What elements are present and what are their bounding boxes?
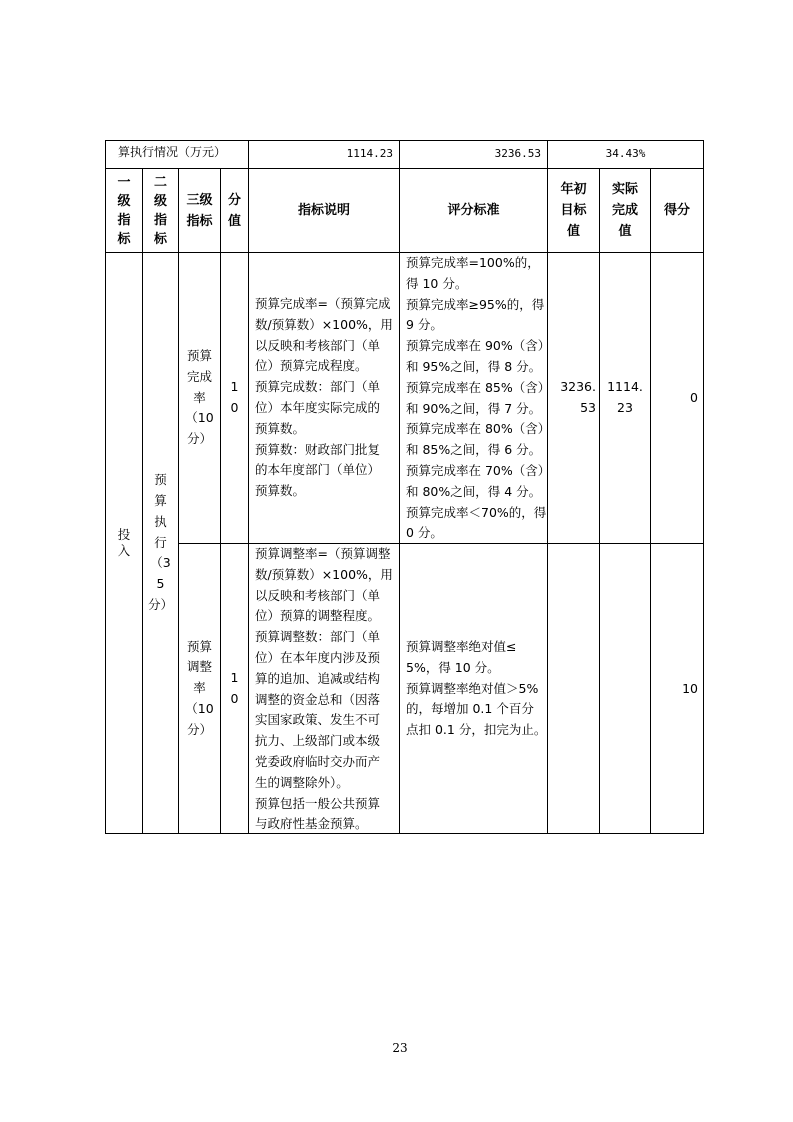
table-border-bottom [105,833,704,834]
summary-value-3: 34.43% [605,147,646,160]
table-col-line-8 [650,168,651,834]
table-col-line-7 [599,168,600,834]
row1-target: 3236. 53 [560,379,596,415]
row2-criteria: 预算调整率绝对值≤ 5%，得 10 分。 预算调整率绝对值＞5% 的，每增加 0.1 个百分 点扣 0.1 分，扣完为止。 [406,639,547,738]
summary-value-2: 3236.53 [494,147,541,160]
table-border-top [105,140,704,141]
header-target: 年初 目标 值 [560,182,587,239]
summary-value-1: 1114.23 [346,147,393,160]
row2-points: 1 0 [230,669,239,706]
header-points: 分 值 [227,192,241,229]
header-score: 得分 [663,203,690,218]
level1-cell: 投 入 [117,527,131,558]
row1-score: 0 [690,390,698,405]
row1-level3: 预算 完成 率 （10 分） [185,348,214,447]
row1-points: 1 0 [230,379,239,415]
level2-cell: 预 算 执 行 （3 5 分） [147,472,173,612]
row2-description: 预算调整率=（预算调整 数/预算数）×100%，用 以反映和考核部门（单 位）预算的调整程度。 预算调整数：部门（单 位）在本年度内涉及预 算的追加、追减或结构 调整的资金总和（因落 实国家政策、发生不可 抗力、上级部门或本级 党委政府临时交办而产 生的调整除外）。 预算包括一般公共预算 与政府性基金预算。 [255,546,393,832]
row1-description: 预算完成率=（预算完成 数/预算数）×100%，用 以反映和考核部门（单 位）预算完成程度。 预算完成数：部门（单 位）本年度实际完成的 预算数。 预算数：财政部门批复 的本年度部门（单位） 预算数。 [255,296,393,499]
row1-criteria: 预算完成率=100%的， 得 10 分。 预算完成率≥95%的，得 9 分。 预算完成率在 90%（含） 和 95%之间，得 8 分。 预算完成率在 85%（含） 和 90%之间，得 7 分。 预算完成率在 80%（含） 和 85%之间，得 6 分。 预算完成率在 70%（含） 和 80%之间，得 4 分。 预算完成率＜70%的，得 0 分。 [406,255,551,541]
row2-score: 10 [682,681,698,696]
header-level1: 一 级 指 标 [117,174,131,247]
header-level3: 三级 指标 [186,192,213,229]
page-number: 23 [392,1041,408,1055]
header-actual: 实际 完成 值 [611,182,638,239]
summary-label: 算执行情况（万元） [118,145,227,159]
header-criteria: 评分标准 [447,203,500,218]
table-border-right [703,140,704,834]
row1-actual: 1114. 23 [607,379,643,415]
header-description: 指标说明 [297,203,350,218]
row2-level3: 预算 调整 率 （10 分） [185,638,214,737]
header-level2: 二 级 指 标 [153,174,167,247]
